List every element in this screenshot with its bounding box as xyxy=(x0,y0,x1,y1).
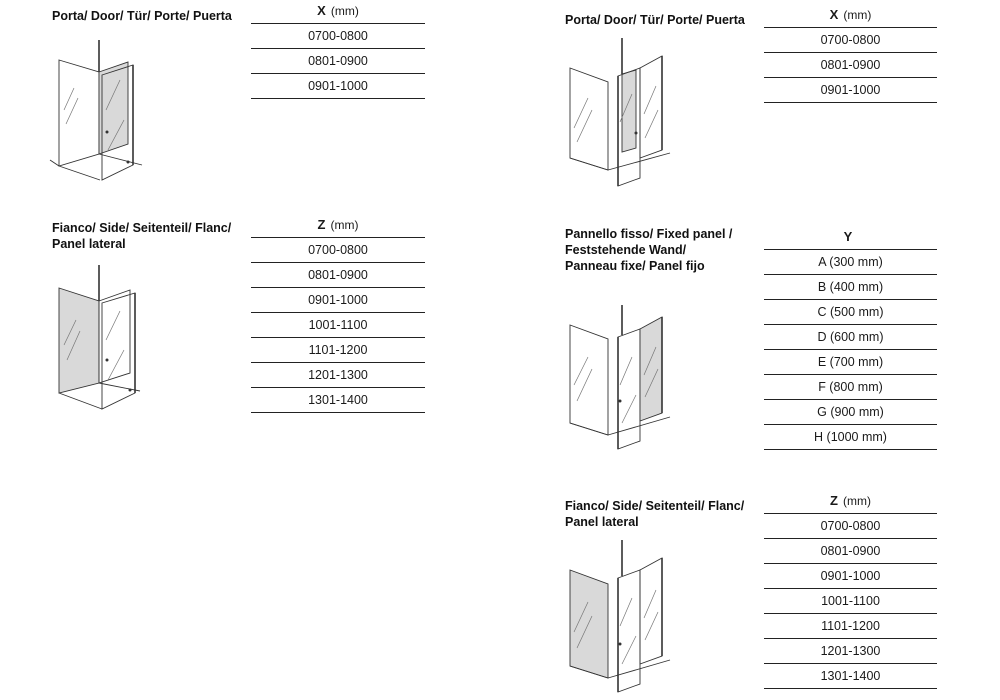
table-row: C (500 mm) xyxy=(764,300,937,325)
table-row: A (300 mm) xyxy=(764,250,937,275)
door-section-title: Porta/ Door/ Tür/ Porte/ Puerta xyxy=(52,9,232,23)
side-section-title-right: Fianco/ Side/ Seitenteil/ Flanc/ Panel lateral xyxy=(565,499,745,529)
table-row: 0901-1000 xyxy=(764,564,937,589)
table-header xyxy=(764,490,937,514)
header-symbol: Z xyxy=(830,493,838,508)
header-symbol: X xyxy=(829,7,839,22)
table-row: 1101-1200 xyxy=(251,338,425,363)
table-header xyxy=(251,0,425,24)
table-row: 0700-0800 xyxy=(251,24,425,49)
header-unit: (mm) xyxy=(843,8,872,22)
door-size-table-right xyxy=(764,4,937,103)
fixed-panel-size-table xyxy=(764,226,937,450)
table-row: 0901-1000 xyxy=(764,78,937,103)
table-row: 1301-1400 xyxy=(251,388,425,413)
side-size-table-right xyxy=(764,490,937,689)
header-unit: (mm) xyxy=(330,218,359,232)
table-row: E (700 mm) xyxy=(764,350,937,375)
table-row: 1001-1100 xyxy=(764,589,937,614)
table-row: 0801-0900 xyxy=(764,53,937,78)
side-panel-fixed-diagram xyxy=(560,540,675,698)
table-row: 1201-1300 xyxy=(251,363,425,388)
table-row: 1201-1300 xyxy=(764,639,937,664)
header-unit: (mm) xyxy=(330,4,359,18)
header-symbol: Y xyxy=(843,229,853,244)
table-header xyxy=(764,4,937,28)
side-size-table xyxy=(251,214,425,413)
door-size-table xyxy=(251,0,425,99)
door-fixed-panel-diagram xyxy=(560,38,675,188)
table-row: 0801-0900 xyxy=(251,263,425,288)
table-row: 0700-0800 xyxy=(251,238,425,263)
door-section-title-right: Porta/ Door/ Tür/ Porte/ Puerta xyxy=(565,13,745,27)
table-header xyxy=(251,214,425,238)
table-row: 0700-0800 xyxy=(764,514,937,539)
header-symbol: X xyxy=(317,3,326,18)
table-row: 0801-0900 xyxy=(251,49,425,74)
table-row: H (1000 mm) xyxy=(764,425,937,450)
table-header xyxy=(764,226,937,250)
side-panel-shower-diagram xyxy=(40,265,150,415)
table-row: 1001-1100 xyxy=(251,313,425,338)
fixed-panel-shower-diagram xyxy=(560,305,675,455)
table-row: G (900 mm) xyxy=(764,400,937,425)
header-symbol: Z xyxy=(317,217,326,232)
table-row: 1101-1200 xyxy=(764,614,937,639)
table-row: B (400 mm) xyxy=(764,275,937,300)
table-row: D (600 mm) xyxy=(764,325,937,350)
table-row: 0801-0900 xyxy=(764,539,937,564)
door-shower-diagram xyxy=(40,40,150,185)
table-row: 0901-1000 xyxy=(251,74,425,99)
table-row: 0901-1000 xyxy=(251,288,425,313)
header-unit: (mm) xyxy=(842,494,871,508)
fixed-panel-section-title: Pannello fisso/ Fixed panel / Feststehende Wand/ Panneau fixe/ Panel fijo xyxy=(565,227,733,273)
table-row: F (800 mm) xyxy=(764,375,937,400)
table-row: 0700-0800 xyxy=(764,28,937,53)
side-section-title: Fianco/ Side/ Seitenteil/ Flanc/ Panel lateral xyxy=(52,221,232,251)
table-row: 1301-1400 xyxy=(764,664,937,689)
